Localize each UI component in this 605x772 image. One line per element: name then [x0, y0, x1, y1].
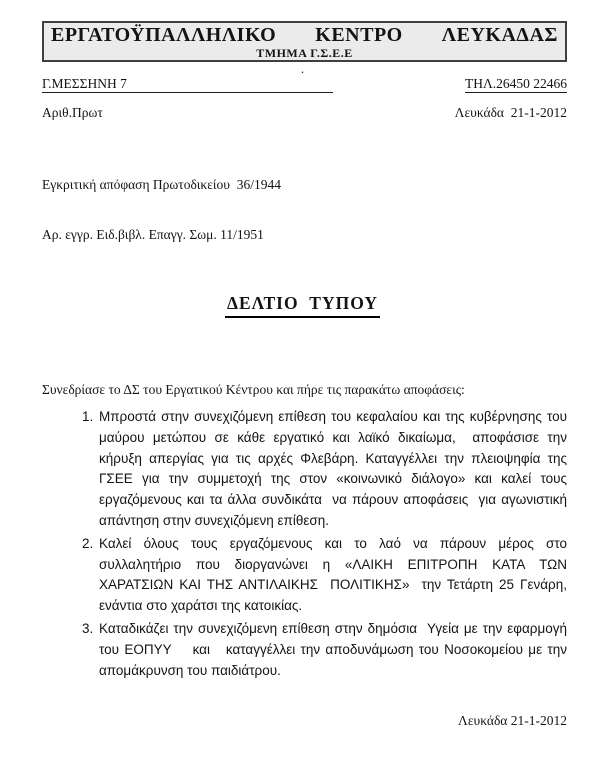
org-word-2: ΚΕΝΤΡΟ	[315, 24, 403, 46]
org-word-1: ΕΡΓΑΤΟΫΠΑΛΛΗΛΙΚΟ	[51, 24, 277, 46]
department-name: ΤΜΗΜΑ Γ.Σ.Ε.Ε	[256, 46, 353, 60]
decisions-list	[42, 407, 567, 681]
decision-item-3: 3. Καταδικάζει την συνεχιζόμενη επίθεση στην δημόσια Υγεία με την εφαρμογή του ΕΟΠΥΥ και καταγγέλλει την αποδυνάμωση του Νοσοκομείου με την απομάκρυνση του παιδιάτρου.	[97, 619, 567, 681]
contact-row	[42, 76, 567, 93]
organization-name	[44, 23, 565, 47]
org-word-3: ΛΕΥΚΑΔΑΣ	[441, 24, 558, 46]
press-release-title: ΔΕΛΤΙΟ ΤΥΠΟΥ	[0, 293, 605, 318]
approval-block	[42, 144, 567, 276]
date-top: Λευκάδα 21-1-2012	[454, 105, 567, 120]
letterhead-box	[42, 21, 567, 62]
closing-date: Λευκάδα 21-1-2012	[458, 713, 567, 728]
protocol-label: Αριθ.Πρωτ	[42, 105, 103, 120]
address-text: Γ.ΜΕΣΣΗΝΗ 7	[42, 76, 333, 93]
protocol-row	[42, 104, 567, 121]
intro-paragraph: Συνεδρίασε το ΔΣ του Εργατικού Κέντρου και πήρε τις παρακάτω αποφάσεις:	[42, 382, 465, 397]
phone-text: ΤΗΛ.26450 22466	[464, 76, 567, 91]
approval-line-1: Εγκριτική απόφαση Πρωτοδικείου 36/1944	[42, 177, 281, 192]
approval-line-2: Αρ. εγγρ. Ειδ.βιβλ. Επαγγ. Σωμ. 11/1951	[42, 226, 264, 242]
separator-dot: .	[300, 61, 305, 76]
decision-item-1: 1. Μπροστά στην συνεχιζόμενη επίθεση του κεφαλαίου και της κυβέρνησης του μαύρου μετώπου σε κάθε εργατικό και λαϊκό δικαίωμα, αποφάσισε την κήρυξη απεργίας για τις αρχές Φλεβάρη. Καταγγέλλει την πλειοψηφία της ΓΣΕΕ για την συμμετοχή της στον «κοινωνικό διάλογο» και καλεί τους εργαζόμενους και τα άλλα συνδικάτα να πάρουν αποφάσεις για αγωνιστική απάντηση στην συνεχιζόμενη επίθεση.	[97, 407, 567, 532]
decision-item-2: 2. Καλεί όλους τους εργαζόμενους και το λαό να πάρουν μέρος στο συλλαλητήριο που διοργανώνει η «ΛΑΙΚΗ ΕΠΙΤΡΟΠΗ ΚΑΤΑ ΤΩΝ ΧΑΡΑΤΣΙΩΝ ΚΑΙ ΤΗΣ ΑΝΤΙΛΑΙΚΗΣ ΠΟΛΙΤΙΚΗΣ» την Τετάρτη 25 Γενάρη, ενάντια στο χαράτσι της κατοικίας.	[97, 534, 567, 617]
